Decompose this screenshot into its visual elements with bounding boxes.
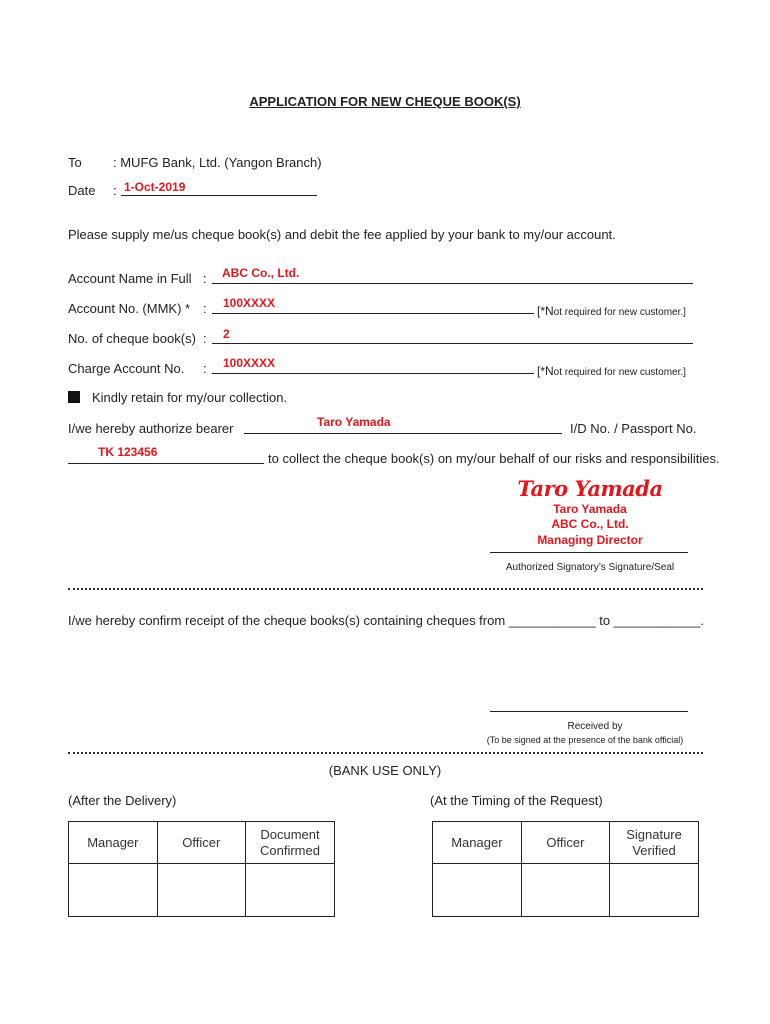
- at-request-caption: (At the Timing of the Request): [430, 793, 603, 808]
- at-request-table: [432, 821, 699, 917]
- account-no-value[interactable]: 100XXXX: [223, 296, 276, 310]
- at-request-cell-manager[interactable]: [433, 864, 522, 917]
- signatory-name: Taro Yamada: [553, 502, 627, 516]
- num-books-colon: :: [203, 331, 207, 346]
- signatory-line: [490, 552, 688, 553]
- after-delivery-cell-officer[interactable]: [157, 864, 245, 917]
- charge-account-note: [537, 362, 686, 380]
- retain-label: Kindly retain for my/our collection.: [92, 390, 288, 405]
- signatory-position: Managing Director: [537, 533, 643, 547]
- account-no-note-prefix: [*N: [537, 304, 554, 318]
- charge-account-line: [212, 373, 534, 374]
- confirm-sentence: I/we hereby confirm receipt of the cheque books(s) containing cheques from: [68, 613, 506, 628]
- bearer-line: [244, 433, 562, 434]
- confirm-from-blank[interactable]: ____________: [508, 613, 596, 628]
- page-title: APPLICATION FOR NEW CHEQUE BOOK(S): [249, 94, 521, 109]
- after-delivery-header-document: Document Confirmed: [245, 822, 334, 864]
- account-no-note-rest: ot required for new customer.]: [553, 307, 686, 318]
- signatory-company: ABC Co., Ltd.: [551, 517, 629, 531]
- charge-account-note-rest: ot required for new customer.]: [553, 367, 686, 378]
- after-delivery-header-officer: Officer: [157, 822, 245, 864]
- date-label: Date: [68, 183, 96, 198]
- num-books-value[interactable]: 2: [223, 327, 230, 341]
- account-no-note: [537, 302, 686, 320]
- at-request-cell-officer[interactable]: [521, 864, 609, 917]
- account-name-colon: :: [203, 271, 207, 286]
- retain-checkbox[interactable]: [68, 391, 80, 403]
- received-label: Received by: [567, 721, 623, 732]
- charge-account-value[interactable]: 100XXXX: [223, 356, 276, 370]
- account-name-label: Account Name in Full: [68, 271, 192, 286]
- id-label: I/D No. / Passport No.: [570, 421, 697, 436]
- confirm-text: [68, 613, 704, 628]
- account-name-line: [212, 283, 693, 284]
- authorize-prefix: I/we hereby authorize bearer: [68, 421, 234, 436]
- authorize-suffix: to collect the cheque book(s) on my/our behalf of our risks and responsibilities.: [268, 451, 720, 466]
- passport-line: [68, 463, 264, 464]
- at-request-cell-signature[interactable]: [610, 864, 699, 917]
- at-request-header-signature: Signature Verified: [610, 822, 699, 864]
- separator-top: [68, 588, 703, 590]
- date-colon: :: [113, 183, 117, 198]
- signature: Taro Yamada: [517, 476, 663, 501]
- account-no-colon: :: [203, 301, 207, 316]
- after-delivery-cell-document[interactable]: [245, 864, 334, 917]
- bearer-value[interactable]: Taro Yamada: [317, 415, 391, 429]
- charge-account-label: Charge Account No.: [68, 361, 185, 376]
- signatory-caption: Authorized Signatory’s Signature/Seal: [505, 562, 675, 573]
- num-books-label: No. of cheque book(s): [68, 331, 196, 346]
- after-delivery-cell-manager[interactable]: [69, 864, 158, 917]
- received-note: (To be signed at the presence of the bank official): [486, 735, 684, 745]
- charge-account-note-prefix: [*N: [537, 364, 554, 378]
- after-delivery-header-manager: Manager: [69, 822, 158, 864]
- bank-use-label: (BANK USE ONLY): [328, 763, 442, 778]
- charge-account-colon: :: [203, 361, 207, 376]
- to-label: To: [68, 155, 82, 170]
- account-name-value[interactable]: ABC Co., Ltd.: [222, 266, 300, 280]
- at-request-header-manager: Manager: [433, 822, 522, 864]
- after-delivery-table: [68, 821, 335, 917]
- separator-bottom: [68, 752, 703, 754]
- passport-value[interactable]: TK 123456: [98, 445, 158, 459]
- received-line: [490, 711, 688, 712]
- num-books-line: [212, 343, 693, 344]
- confirm-to-blank[interactable]: ____________.: [613, 613, 705, 628]
- date-line: [121, 195, 317, 196]
- account-no-label: Account No. (MMK) *: [68, 301, 191, 316]
- intro-text: Please supply me/us cheque book(s) and debit the fee applied by your bank to my/our account.: [68, 227, 616, 242]
- at-request-header-officer: Officer: [521, 822, 609, 864]
- account-no-line: [212, 313, 534, 314]
- to-value: : MUFG Bank, Ltd. (Yangon Branch): [113, 155, 322, 170]
- date-value[interactable]: 1-Oct-2019: [124, 180, 186, 194]
- confirm-to: to: [599, 613, 611, 628]
- after-delivery-caption: (After the Delivery): [68, 793, 177, 808]
